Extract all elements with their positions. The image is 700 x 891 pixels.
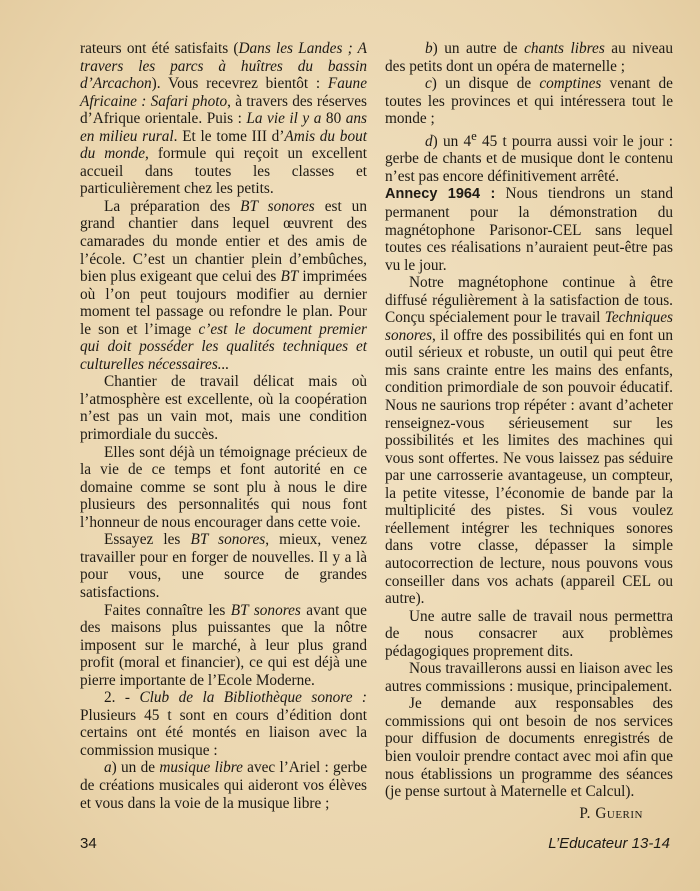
paragraph: Annecy 1964 : Nous tiendrons un stand permanent pour la démonstration du magnétophone Parisonor-CEL sans lequel toutes ces réalisations n’auraient peut-être pas vu le jour. <box>385 185 673 274</box>
page-number: 34 <box>80 835 97 852</box>
left-column <box>80 40 367 812</box>
paragraph: Je demande aux responsables des commissions qui ont besoin de nos services pour diffusion de documents enregistrés de bien vouloir prendre contact avec moi afin que nous établissions un programme des séances (je pense surtout à Maternelle et Calcul). <box>385 695 673 801</box>
paragraph: c) un disque de comptines venant de toutes les provinces et qui intéressera tout le monde ; <box>385 75 673 128</box>
paragraph: La préparation des BT sonores est un grand chantier dans lequel œuvrent des camarades du monde entier et des amis de l’école. C’est un chantier plein d’embûches, bien plus exigeant que celui des BT imprimées où l’on peut toujours modifier au dernier moment tel passage ou refondre le plan. Pour le son et l’image c’est le document premier qui doit posséder les qualités techniques et culturelles nécessaires... <box>80 197 367 373</box>
paragraph: d) un 4e 45 t pourra aussi voir le jour : gerbe de chants et de musique dont le contenu n’est pas encore définitivement arrêté. <box>385 128 673 185</box>
signature: P. Guerin <box>579 804 643 822</box>
paragraph: b) un autre de chants libres au niveau des petits dont un opéra de maternelle ; <box>385 40 673 75</box>
right-column <box>385 40 673 822</box>
paragraph: a) un de musique libre avec l’Ariel : gerbe de créations musicales qui aideront vos élèves et vous dans la voie de la musique libre ; <box>80 759 368 812</box>
paragraph: rateurs ont été satisfaits (Dans les Landes ; A travers les parcs à huîtres du bassin d’Arcachon). Vous recevrez bientôt : Faune Africaine : Safari photo, à travers des réserves d’Afrique orientale. Puis : La vie il y a 80 ans en milieu rural. Et le tome III d’Amis du bout du monde, formule qui reçoit un excellent accueil dans toutes les classes et particulièrement chez les petits. <box>80 40 368 198</box>
paragraph: Nous travaillerons aussi en liaison avec les autres commissions : musique, principalement. <box>385 660 673 695</box>
paragraph: 2. - Club de la Bibliothèque sonore : Plusieurs 45 t sont en cours d’édition dont certains ont été montés en liaison avec la commission musique : <box>80 689 368 759</box>
paragraph: Essayez les BT sonores, mieux, venez travailler pour en forger de nouvelles. Il y a là pour vous, une source de grandes satisfactions. <box>80 531 367 601</box>
paragraph: Notre magnétophone continue à être diffusé régulièrement à la satisfaction de tous. Conçu spécialement pour le travail Techniques sonores, il offre des possibilités qui en font un outil sérieux et robuste, un outil qui peut être mis sans crainte entre les mains des enfants, condition primordiale de son pouvoir éducatif. Nous ne saurions trop répéter : avant d’acheter renseignez-vous sérieusement sur les possibilités et les limites des machines qui vous sont offertes. Ne vous laissez pas séduire par une carrosserie avantageuse, un compteur, la petite vitesse, l’économie de bande par la multiplicité des pistes. Si vous voulez réellement intégrer les techniques sonores dans votre classe, dépasser la simple autocorrection de lecture, nous pouvons vous conseiller dans vos achats (appareil CEL ou autre). <box>385 274 673 608</box>
paragraph: Chantier de travail délicat mais où l’atmosphère est excellente, où la coopération n’est pas un vain mot, mais une condition primordiale du succès. <box>80 373 367 444</box>
paragraph: Elles sont déjà un témoignage précieux de la vie de ce temps et font autorité en ce domaine comme se sont plu à nous le dire plusieurs des personnalités qui nous font l’honneur de nous encourager dans cette voie. <box>80 443 367 531</box>
paragraph: Une autre salle de travail nous permettra de nous consacrer aux problèmes pédagogiques proprement dits. <box>385 607 673 660</box>
paragraph: Faites connaître les BT sonores avant que des maisons plus puissantes que la nôtre imposent sur le marché, à leur plus grand profit (moral et financier), ce qui est déjà une pierre importante de l’Ecole Moderne. <box>80 601 367 689</box>
journal-title: L’Educateur 13-14 <box>548 835 670 852</box>
